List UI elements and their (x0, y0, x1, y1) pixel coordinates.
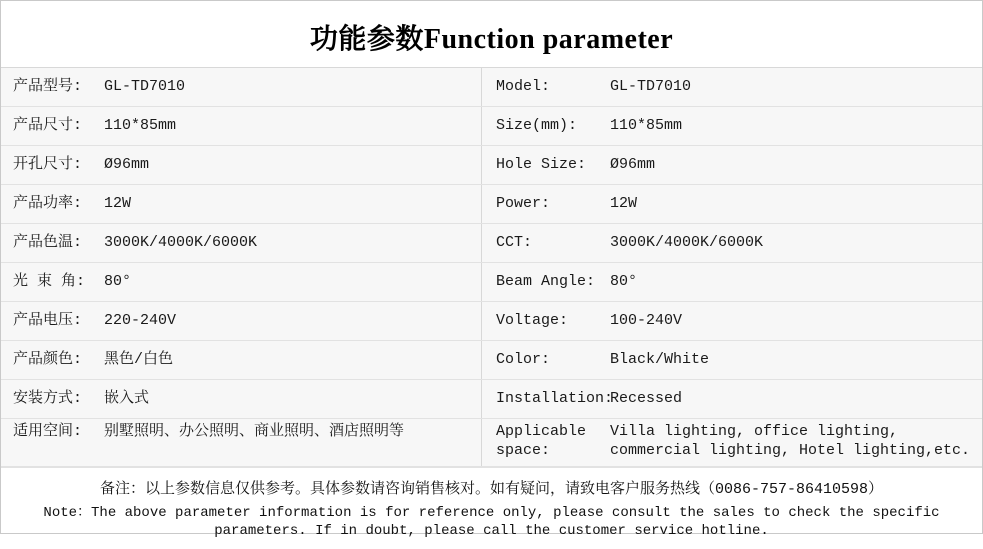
en-label: Color: (482, 341, 602, 379)
en-value: Ø96mm (602, 146, 982, 184)
en-value: Recessed (602, 380, 982, 418)
en-label: Size(mm): (482, 107, 602, 145)
en-value: 80° (602, 263, 982, 301)
note-english: Note：The above parameter information is for reference only, please consult the sales to check the specific parameters. If in doubt, please call the customer service hotline. (1, 501, 982, 549)
en-label: Model: (482, 68, 602, 106)
en-value: Villa lighting, office lighting, commercial lighting, Hotel lighting,etc. (602, 419, 982, 466)
cn-value: 别墅照明、办公照明、商业照明、酒店照明等 (96, 419, 481, 466)
cn-value: Ø96mm (96, 146, 481, 184)
en-label: Power: (482, 185, 602, 223)
en-label: Hole Size: (482, 146, 602, 184)
cn-label: 光 束 角: (1, 263, 96, 301)
cn-value: 220-240V (96, 302, 481, 340)
en-value: GL-TD7010 (602, 68, 982, 106)
cn-label: 产品尺寸: (1, 107, 96, 145)
cn-value: 3000K/4000K/6000K (96, 224, 481, 262)
page-title: 功能参数Function parameter (1, 1, 982, 67)
table-row (1, 341, 982, 380)
en-label: Installation: (482, 380, 602, 418)
cn-value: 黑色/白色 (96, 341, 481, 379)
en-value: Black/White (602, 341, 982, 379)
cn-value: 12W (96, 185, 481, 223)
cn-label: 产品电压: (1, 302, 96, 340)
spec-table (1, 67, 982, 467)
table-row (1, 107, 982, 146)
en-value: 100-240V (602, 302, 982, 340)
cn-value: 110*85mm (96, 107, 481, 145)
table-row (1, 419, 982, 467)
cn-value: GL-TD7010 (96, 68, 481, 106)
cn-value: 嵌入式 (96, 380, 481, 418)
cn-label: 产品色温: (1, 224, 96, 262)
cn-label: 产品功率: (1, 185, 96, 223)
cn-label: 开孔尺寸: (1, 146, 96, 184)
table-row (1, 224, 982, 263)
en-label: CCT: (482, 224, 602, 262)
table-row (1, 380, 982, 419)
en-label: Applicable space: (482, 419, 602, 466)
table-row (1, 302, 982, 341)
notes (1, 467, 982, 549)
cn-label: 适用空间: (1, 419, 96, 466)
table-row (1, 68, 982, 107)
en-label: Beam Angle: (482, 263, 602, 301)
en-label: Voltage: (482, 302, 602, 340)
table-row (1, 185, 982, 224)
en-value: 12W (602, 185, 982, 223)
cn-label: 产品颜色: (1, 341, 96, 379)
cn-value: 80° (96, 263, 481, 301)
note-chinese: 备注：以上参数信息仅供参考。具体参数请咨询销售核对。如有疑问，请致电客户服务热线（0086-757-86410598） (1, 468, 982, 501)
cn-label: 安装方式: (1, 380, 96, 418)
en-value: 3000K/4000K/6000K (602, 224, 982, 262)
table-row (1, 263, 982, 302)
en-value: 110*85mm (602, 107, 982, 145)
cn-label: 产品型号: (1, 68, 96, 106)
table-row (1, 146, 982, 185)
